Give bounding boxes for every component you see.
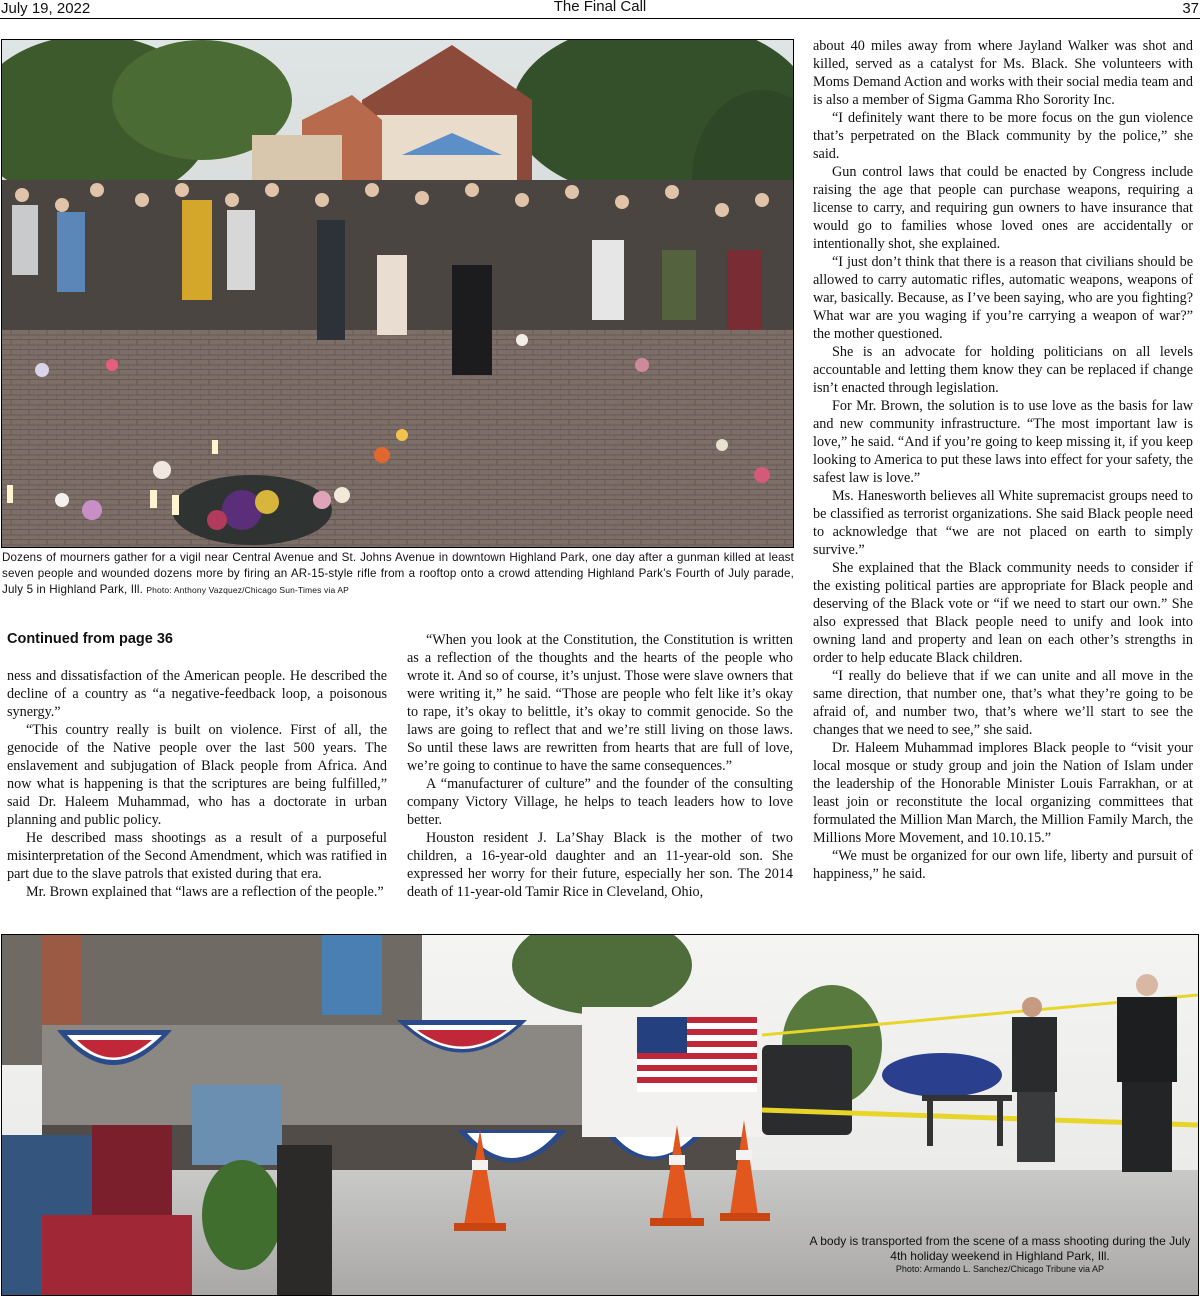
- paragraph: Houston resident J. La’Shay Black is the mother of two children, a 16-year-old daughter and an 11-year-old son. She expressed her worry for their future, especially her son. The 2014 death of 11-year-old Tamir Rice in Cleveland, Ohio,: [407, 830, 793, 900]
- article-column-3: [813, 37, 1193, 883]
- parade-photo-credit: Photo: Armando L. Sanchez/Chicago Tribune via AP: [895, 1264, 1105, 1274]
- issue-date: July 19, 2022: [1, 0, 91, 17]
- vigil-photo: [1, 39, 794, 548]
- paragraph: “We must be organized for our own life, liberty and pursuit of happiness,” he said.: [813, 848, 1193, 882]
- paragraph: Dr. Haleem Muhammad implores Black people to “visit your local mosque or study group and join the Nation of Islam under the leadership of the Honorable Minister Louis Farrakhan, or at least join or reconstitute the local organizing committees that formulated the Million Man March, the Million Family March, the Millions More Movement, and 10.10.15.”: [813, 740, 1193, 846]
- paragraph: about 40 miles away from where Jayland Walker was shot and killed, served as a catalyst for Ms. Black. She volunteers with Moms Demand Action and works with their social media team and is also a member of Sigma Gamma Rho Sorority Inc.: [813, 38, 1193, 108]
- parade-photo-caption: [808, 1234, 1192, 1275]
- vigil-photo-caption: [2, 550, 794, 598]
- paragraph: She explained that the Black community needs to consider if the existing political parties are appropriate for Black people and deserving of the Black vote or “if we need to start our own.” She also expressed that Black people need to unify and look into owning land and property and lean on each other’s strengths in order to help educate Black children.: [813, 560, 1193, 666]
- paragraph: “When you look at the Constitution, the Constitution is written as a reflection of the thoughts and the hearts of the people who wrote it. And so of course, it’s unjust. Those were slave owners that were writing it,” he said. “Those are people who felt like it’s okay to rape, it’s okay to belittle, it’s okay to commit genocide. So the laws are going to reflect that and we’re still living on those laws. So until these laws are rewritten from hearts that are full of love, we’re going to continue to have the same consequences.”: [407, 632, 793, 774]
- article-column-1: [7, 667, 387, 901]
- paragraph: “I definitely want there to be more focus on the gun violence that’s perpetrated on the Black community by the police,” she said.: [813, 110, 1193, 162]
- paragraph: She is an advocate for holding politicians on all levels accountable and letting them know they can be replaced if change isn’t enacted through legislation.: [813, 344, 1193, 396]
- paragraph: A “manufacturer of culture” and the founder of the consulting company Victory Village, he helps to teach leaders how to love better.: [407, 776, 793, 828]
- article-column-2: [407, 631, 793, 901]
- paragraph: ness and dissatisfaction of the American people. He described the decline of a country as “a negative-feedback loop, a poisonous synergy.”: [7, 668, 387, 720]
- paragraph: “I just don’t think that there is a reason that civilians should be allowed to carry automatic rifles, automatic weapons, weapons of war, basically. Because, as I’ve been saying, who are you fighting? What war are you waging if you’re carrying a weapon of war?” the mother questioned.: [813, 254, 1193, 342]
- paragraph: Ms. Hanesworth believes all White supremacist groups need to be classified as terrorist organizations. She said Black people need to acknowledge that “we are not placed on earth to simply survive.”: [813, 488, 1193, 558]
- paragraph: Gun control laws that could be enacted by Congress include raising the age that people can purchase weapons, requiring a license to carry, and requiring gun owners to have insurance that would go to families whose loved ones are accidentally or intentionally shot, she explained.: [813, 164, 1193, 252]
- paragraph: He described mass shootings as a result of a purposeful misinterpretation of the Second Amendment, which was ratified in part due to the slave patrols that existed during that era.: [7, 830, 387, 882]
- vigil-photo-credit: Photo: Anthony Vazquez/Chicago Sun-Times via AP: [146, 585, 350, 595]
- parade-caption-text: A body is transported from the scene of a mass shooting during the July 4th holiday weekend in Highland Park, Ill.: [809, 1234, 1191, 1263]
- continued-line: Continued from page 36: [7, 631, 173, 647]
- paragraph: For Mr. Brown, the solution is to use love as the basis for law and new community infrastructure. “The most important law is love,” he said. “And if you’re going to keep missing it, if you keep looking to America to put these laws into effect for your safety, the safest law is love.”: [813, 398, 1193, 486]
- publication-name: The Final Call: [553, 0, 647, 15]
- paragraph: Mr. Brown explained that “laws are a reflection of the people.”: [26, 884, 384, 900]
- page-header: [0, 0, 1200, 19]
- page-number: 37: [1182, 0, 1199, 17]
- vigil-caption-text: Dozens of mourners gather for a vigil near Central Avenue and St. Johns Avenue in downtown Highland Park, one day after a gunman killed at least seven people and wounded dozens more by firing an AR-15-style rifle from a rooftop onto a crowd attending Highland Park’s Fourth of July parade, July 5 in Highland Park, Ill.: [2, 551, 794, 596]
- paragraph: “This country really is built on violence. First of all, the genocide of the Native people over the last 500 years. The enslavement and subjugation of Black people from Africa. And now what is happening is that the scriptures are being fulfilled,” said Dr. Haleem Muhammad, who has a doctorate in urban planning and public policy.: [7, 722, 387, 828]
- paragraph: “I really do believe that if we can unite and all move in the same direction, that number one, that’s what they’re going to be afraid of, and number two, that’s where we’ll start to see the changes that we need to see,” she said.: [813, 668, 1193, 738]
